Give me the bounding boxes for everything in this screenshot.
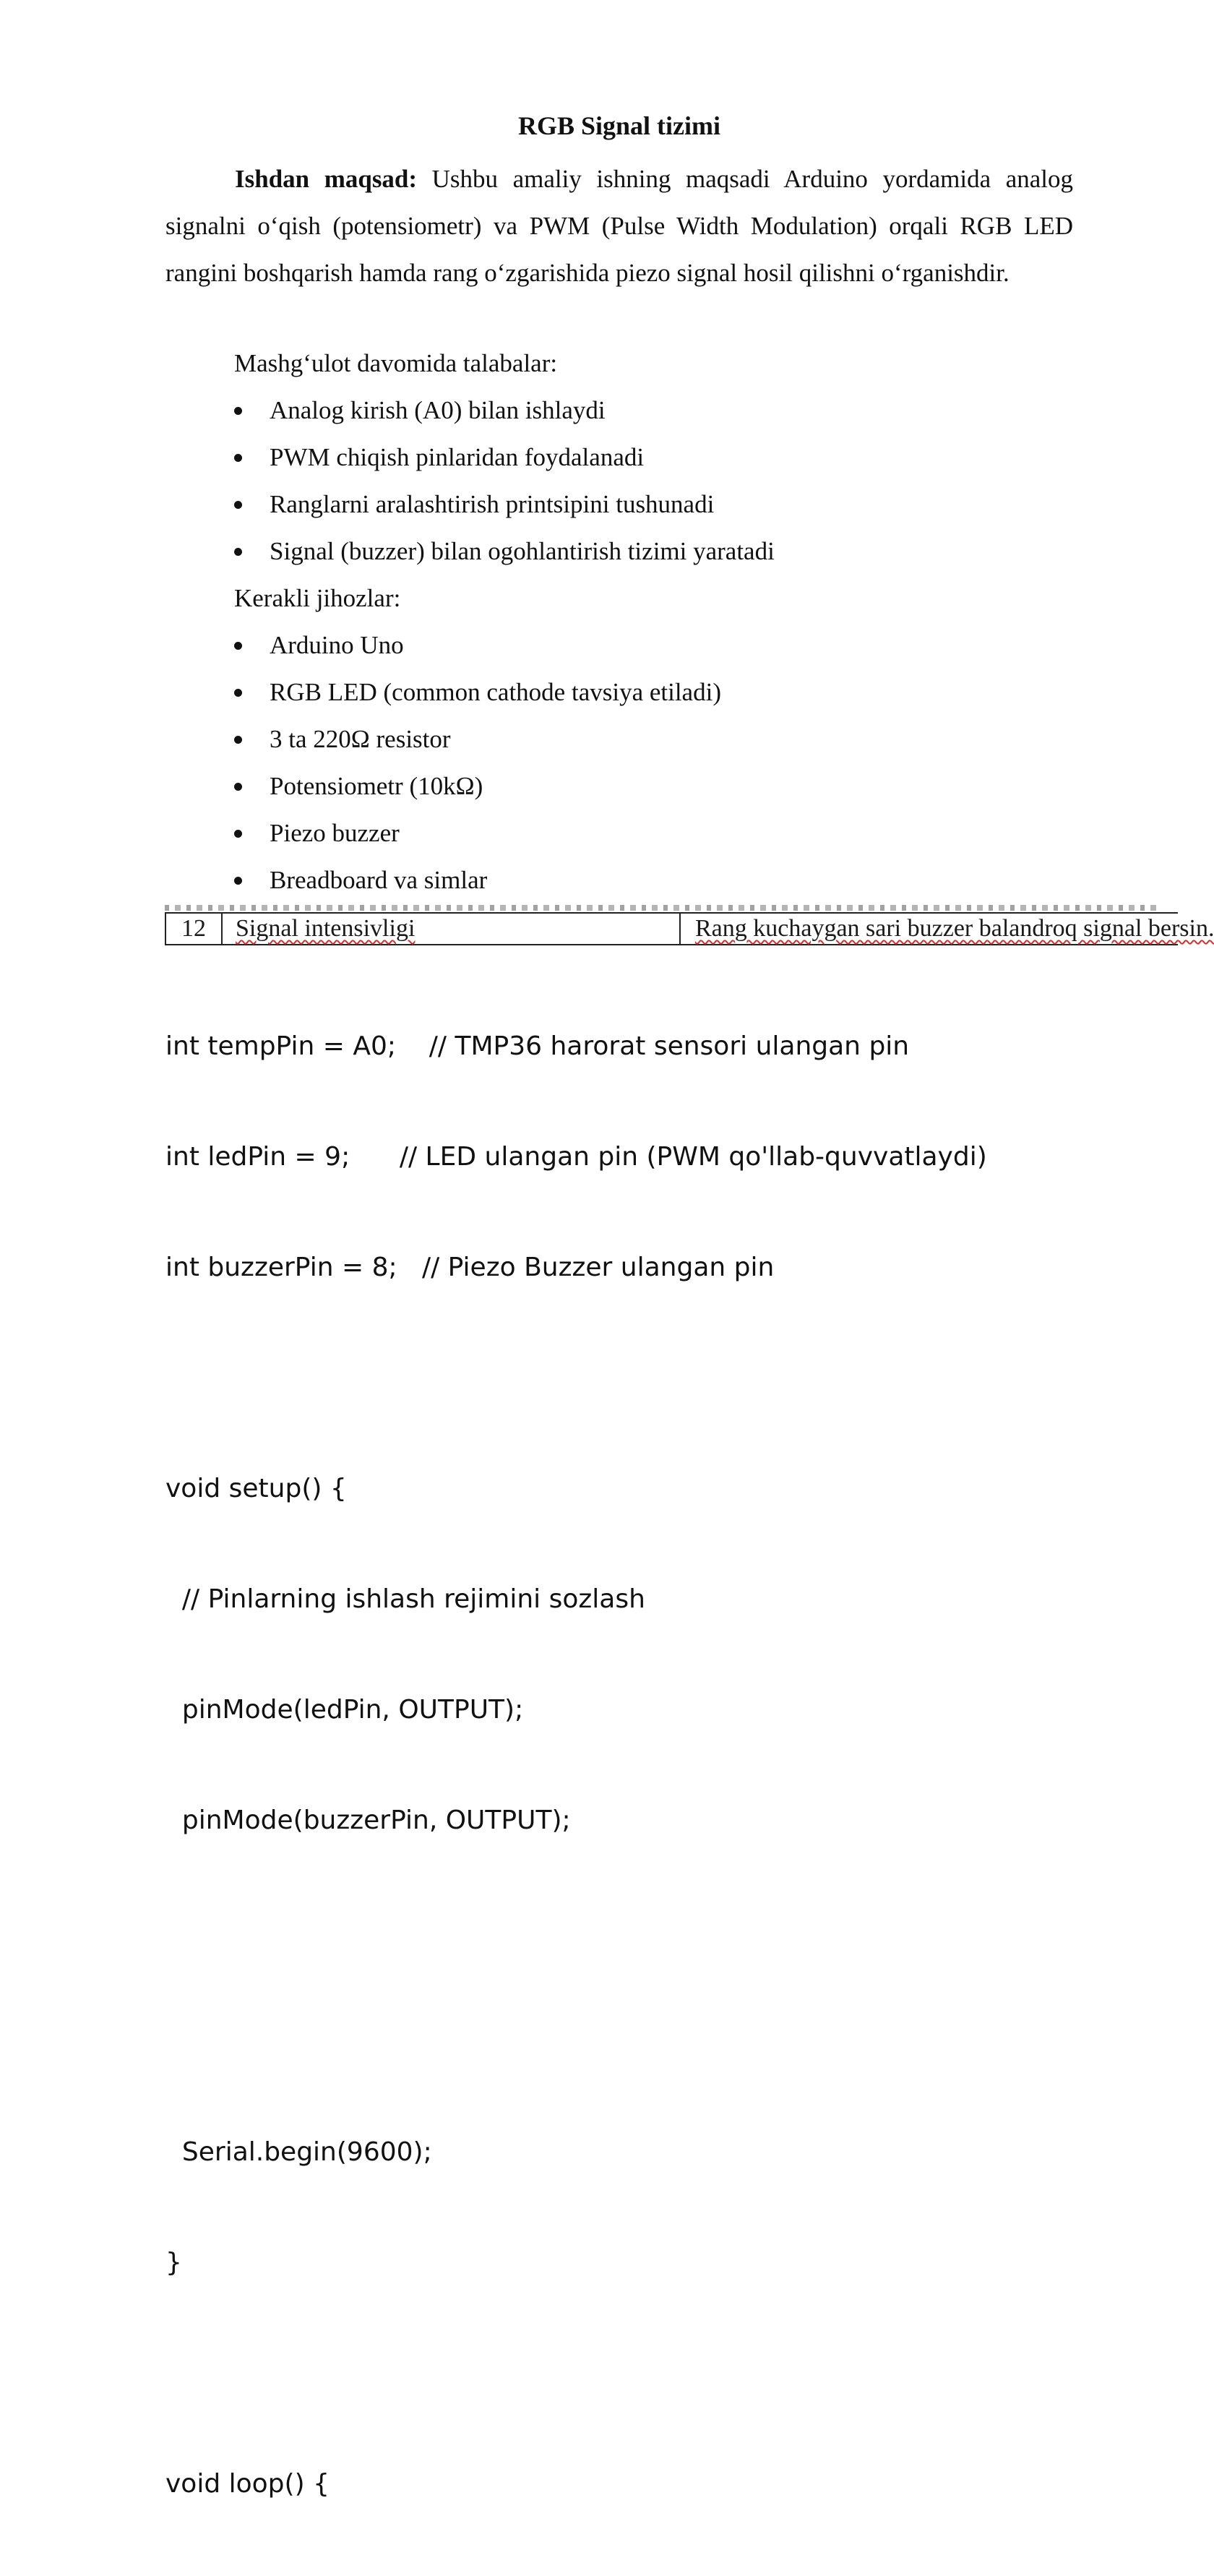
document-title: RGB Signal tizimi [517,111,721,140]
bullet-icon [234,830,242,838]
list-item-text: Piezo buzzer [270,819,400,847]
students-heading: Mashg‘ulot davomida talabalar: [234,349,558,377]
list-item-text: RGB LED (common cathode tavsiya etiladi) [270,678,721,706]
equipment-heading: Kerakli jihozlar: [234,584,401,612]
bullet-icon [234,407,242,415]
code-line: int buzzerPin = 8; // Piezo Buzzer ulangan pin [165,1253,775,1282]
purpose-paragraph [165,155,1073,296]
code-line: void loop() { [165,2469,330,2499]
bullet-icon [234,454,242,462]
code-line [165,2023,987,2060]
code-line [165,2355,987,2392]
bullet-icon [234,501,242,509]
bullet-icon [234,689,242,697]
bullet-icon [234,877,242,885]
bullet-icon [234,548,242,556]
list-item-text: Ranglarni aralashtirish printsipini tushunadi [270,490,715,518]
table-cell-description [682,914,1214,944]
bullet-icon [234,783,242,791]
list-item-text: Potensiometr (10kΩ) [270,772,483,800]
purpose-text: Ushbu amaliy ishning maqsadi Arduino yordamida analog signalni o‘qish (potensiometr) va PWM (Pulse Width Modulation) orqali RGB LED rangini boshqarish hamda rang o‘zgarishida piezo signal hosil qilishni o‘rganishdir. [165,165,1073,287]
list-item-text: PWM chiqish pinlaridan foydalanadi [270,443,645,471]
code-line: pinMode(buzzerPin, OUTPUT); [165,1806,571,1835]
table-cell-name [223,914,681,944]
code-line: int tempPin = A0; // TMP36 harorat sensori ulangan pin [165,1031,910,1061]
code-line [165,1360,987,1396]
code-line: Serial.begin(9600); [165,2137,432,2167]
bullet-icon [234,736,242,744]
table-cell-name-text: Signal intensivligi [236,915,416,942]
list-item-text: 3 ta 220Ω resistor [270,725,451,753]
bullet-icon [234,642,242,650]
code-block [165,954,987,2576]
table-cell-number: 12 [166,914,223,944]
code-line: void setup() { [165,1474,347,1503]
code-line: // Pinlarning ishlash rejimini sozlash [165,1584,645,1614]
list-item-text: Arduino Uno [270,631,404,659]
code-line: int ledPin = 9; // LED ulangan pin (PWM qo'llab-quvvatlaydi) [165,1142,987,1172]
pasted-table-snippet [165,905,1214,948]
list-item-text: Breadboard va simlar [270,866,488,894]
code-line [165,1912,987,1949]
list-item-text: Signal (buzzer) bilan ogohlantirish tizimi yaratadi [270,537,775,565]
purpose-label: Ishdan maqsad: [235,165,418,193]
table-cell-description-text: Rang kuchaygan sari buzzer balandroq signal bersin. [695,915,1214,942]
list-item-text: Analog kirish (A0) bilan ishlaydi [270,396,606,424]
code-line: pinMode(ledPin, OUTPUT); [165,1695,524,1725]
cropped-row-fragment [165,905,1156,911]
code-line: } [165,2248,182,2277]
table-row [165,912,1214,945]
